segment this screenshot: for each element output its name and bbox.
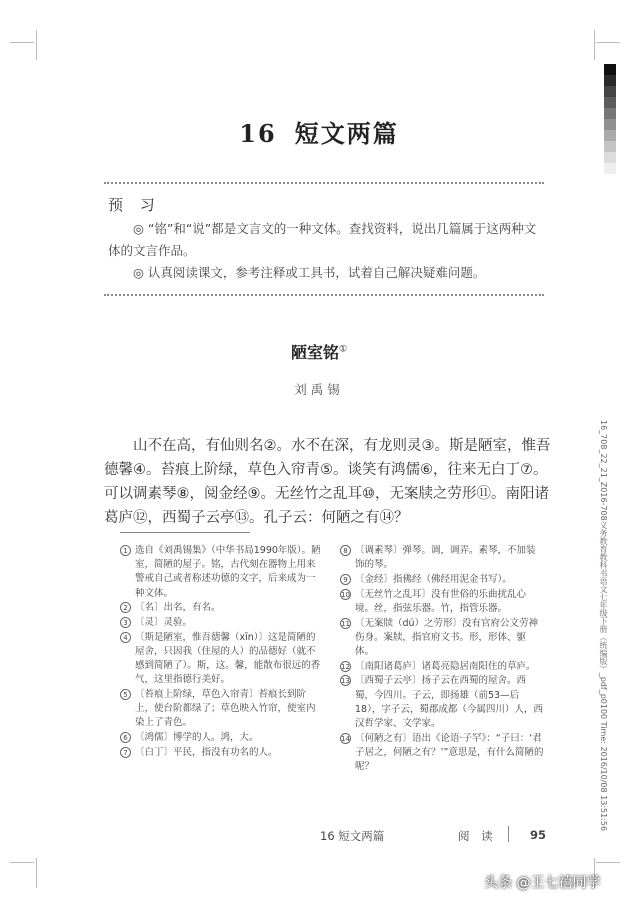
footnote-number: 14 — [341, 734, 350, 743]
page-number: 95 — [530, 828, 547, 842]
footnote-number: 3 — [120, 617, 131, 628]
footnote-text: 〔西蜀子云亭〕扬子云在西蜀的屋舍。西蜀，今四川。子云，即扬雄（前53—后18），字子云，蜀郡成都（今属四川）人，西汉哲学家、文学家。 — [355, 675, 543, 729]
footnote-number: 8 — [340, 545, 351, 556]
footnote-text: 〔金经〕指佛经（佛经用泥金书写）。 — [355, 573, 512, 585]
footnote-text: 〔无丝竹之乱耳〕没有世俗的乐曲扰乱心境。丝，指弦乐器。竹，指管乐器。 — [355, 588, 527, 614]
lesson-number: 16 — [239, 119, 277, 148]
footnote-text: 〔何陋之有〕语出《论语·子罕》：“子曰：‘君子居之，何陋之有？’”意思是，有什么简陋的呢？ — [355, 732, 544, 773]
footnote-text: 〔白丁〕平民，指没有功名的人。 — [135, 746, 278, 758]
footnote-item — [340, 617, 544, 660]
footnote-text: 〔鸿儒〕博学的人。鸿，大。 — [135, 732, 259, 744]
footnote-text: 〔灵〕灵验。 — [135, 617, 193, 629]
footnote-item — [120, 731, 324, 745]
footnote-number: 1 — [120, 545, 131, 556]
crop-mark — [596, 862, 620, 863]
lesson-title-text: 短文两篇 — [294, 119, 399, 148]
footnote-number: 11 — [341, 619, 350, 628]
footnote-number: 5 — [120, 689, 131, 700]
footnote-item — [120, 746, 324, 760]
crop-mark — [596, 42, 620, 43]
crop-mark — [10, 862, 34, 863]
preview-item: ◎ “铭”和“说”都是文言文的一种文体。查找资料，说出几篇属于这两种文体的文言作品。 — [108, 221, 537, 258]
footnote-number: 12 — [341, 662, 350, 671]
print-info-text: 16_708_22_21_Z016-708义务教育教科书语文七年级下册（统编版）_pdf_p0100 Time: 2016/10/08 13:51:56 — [599, 420, 608, 832]
footnote-item — [120, 631, 324, 688]
footnote-item — [120, 544, 324, 601]
footnote-text: 〔无案牍（dú）之劳形〕没有官府公文劳神伤身。案牍，指官府文书。形，形体、躯体。 — [355, 617, 539, 657]
footnote-number: 9 — [340, 574, 351, 585]
preview-heading: 预 习 — [108, 196, 161, 214]
footnote-item — [340, 544, 544, 572]
footnote-text: 〔调素琴〕弹琴。调，调弄。素琴，不加装饰的琴。 — [355, 545, 536, 571]
footnote-item — [120, 601, 324, 615]
footnote-number: 6 — [120, 732, 131, 743]
footnote-marker: ① — [338, 344, 348, 355]
footnote-item — [340, 573, 544, 587]
crop-mark — [594, 30, 595, 60]
watermark-text: 头条 @王七禧同学 — [484, 875, 601, 891]
dotted-divider — [104, 182, 544, 184]
footnotes-right-column — [340, 544, 544, 775]
footer-lesson-title: 16 短文两篇 — [320, 829, 385, 843]
footnote-item — [120, 688, 324, 731]
poem-body: 山不在高，有仙则名②。水不在深，有龙则灵③。斯是陋室，惟吾德馨④。苔痕上阶绿，草色入帘青⑤。谈笑有鸿儒⑥，往来无白丁⑦。可以调素琴⑧，阅金经⑨。无丝竹之乱耳⑩，无案牍之劳形⑪。南阳诸葛庐⑫，西蜀子云亭⑬。孔子云：何陋之有⑭？ — [104, 438, 551, 526]
crop-mark — [36, 858, 37, 888]
footer-section: 阅 读 — [458, 829, 497, 843]
poem-title-text: 陋室铭 — [290, 343, 339, 362]
footnote-number: 4 — [120, 632, 131, 643]
footnote-item — [340, 732, 544, 775]
footnote-text: 〔名〕出名，有名。 — [135, 602, 221, 614]
crop-mark — [10, 42, 34, 43]
footnote-item — [340, 660, 544, 674]
footer-divider — [508, 826, 509, 842]
footnote-text: 〔苔痕上阶绿，草色入帘青〕苔痕长到阶上，使台阶都绿了；草色映入竹帘，使室内染上了青色。 — [135, 689, 316, 729]
footnotes-left-column — [120, 544, 324, 761]
crop-mark — [36, 30, 37, 60]
footnote-text: 〔南阳诸葛庐〕诸葛亮隐居南阳住的草庐。 — [355, 660, 536, 672]
footnote-item — [340, 588, 544, 616]
footnote-item — [120, 616, 324, 630]
dotted-divider — [104, 294, 544, 296]
footnote-text: 〔斯是陋室，惟吾德馨（xīn）〕这是简陋的屋舍，只因我（住屋的人）的品德好（就不感到简陋了）。斯，这。馨，能散布很远的香气，这里指德行美好。 — [135, 631, 321, 686]
lesson-title — [0, 114, 638, 149]
footnote-number: 7 — [120, 747, 131, 758]
footnote-text: 选自《刘禹锡集》（中华书局1990年版）。陋室，简陋的屋子。铭，古代刻在器物上用来警戒自己或者称述功德的文字，后来成为一种文体。 — [135, 545, 321, 599]
footnote-item — [340, 674, 544, 731]
footnote-number: 2 — [120, 602, 131, 613]
footnote-rule — [120, 532, 250, 533]
poem-author: 刘禹锡 — [294, 382, 344, 397]
footnote-number: 10 — [341, 590, 350, 599]
poem-title — [0, 340, 638, 363]
footnote-number: 13 — [341, 677, 350, 686]
preview-item: ◎ 认真阅读课文，参考注释或工具书，试着自己解决疑难问题。 — [133, 265, 486, 280]
